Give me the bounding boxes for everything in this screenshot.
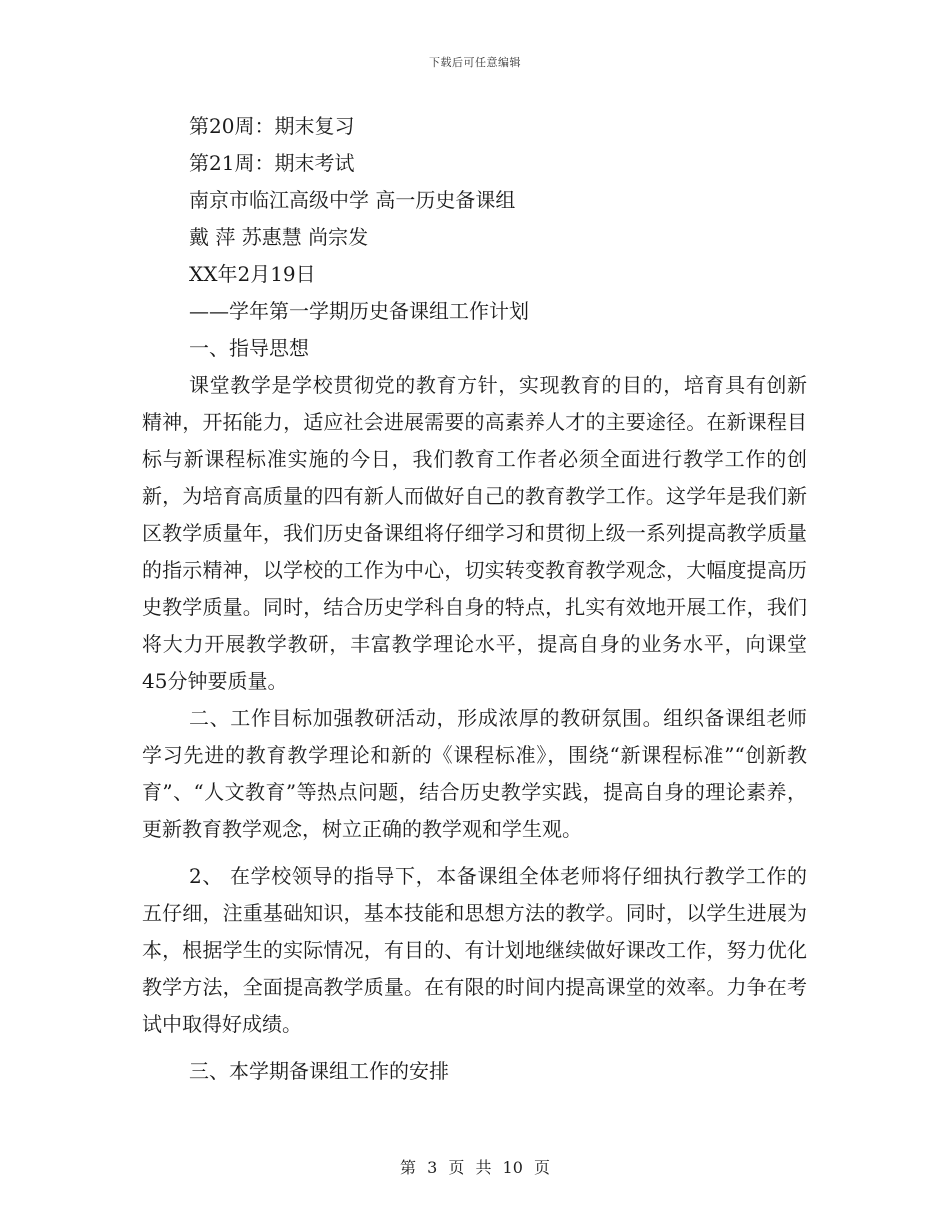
paragraph-gap [142, 848, 807, 858]
document-body [142, 108, 807, 1090]
paragraph-item-2: 2、 在学校领导的指导下，本备课组全体老师将仔细执行教学工作的五仔细，注重基础知识，基本技能和思想方法的教学。同时，以学生进展为本，根据学生的实际情况，有目的、有计划地继续做好课改工作，努力优化教学方法，全面提高教学质量。在有限的时间内提高课堂的效率。力争在考试中取得好成绩。 [142, 864, 807, 1036]
school-group-line: 南京市临江高级中学 高一历史备课组 [189, 188, 516, 212]
schedule-week-20: 第20周：期末复习 [189, 114, 355, 138]
authors-line: 戴 萍 苏惠慧 尚宗发 [189, 225, 369, 249]
section-heading-3: 三、本学期备课组工作的安排 [189, 1059, 449, 1083]
schedule-week-21: 第21周：期末考试 [189, 151, 355, 175]
date-line: XX年2月19日 [189, 262, 316, 286]
plan-title: ——学年第一学期历史备课组工作计划 [189, 299, 529, 323]
paragraph-guiding-ideology: 课堂教学是学校贯彻党的教育方针，实现教育的目的，培育具有创新精神，开拓能力，适应社会进展需要的高素养人才的主要途径。在新课程目标与新课程标准实施的今日，我们教育工作者必须全面进行教学工作的创新，为培育高质量的四有新人而做好自己的教育教学工作。这学年是我们新区教学质量年，我们历史备课组将仔细学习和贯彻上级一系列提高教学质量的指示精神，以学校的工作为中心，切实转变教育教学观念，大幅度提高历史教学质量。同时，结合历史学科自身的特点，扎实有效地开展工作，我们将大力开展教学教研，丰富教学理论水平，提高自身的业务水平，向课堂45分钟要质量。 [142, 373, 807, 693]
paragraph-gap [142, 1043, 807, 1053]
header-note: 下载后可任意编辑 [429, 56, 521, 69]
section-heading-1: 一、指导思想 [189, 336, 309, 360]
paragraph-work-goals: 二、工作目标加强教研活动，形成浓厚的教研氛围。组织备课组老师学习先进的教育教学理论和新的《课程标准》，围绕“新课程标准”“创新教育”、“人文教育”等热点问题，结合历史教学实践，提高自身的理论素养，更新教育教学观念，树立正确的教学观和学生观。 [142, 706, 807, 841]
page-number: 第 3 页 共 10 页 [400, 1158, 550, 1177]
